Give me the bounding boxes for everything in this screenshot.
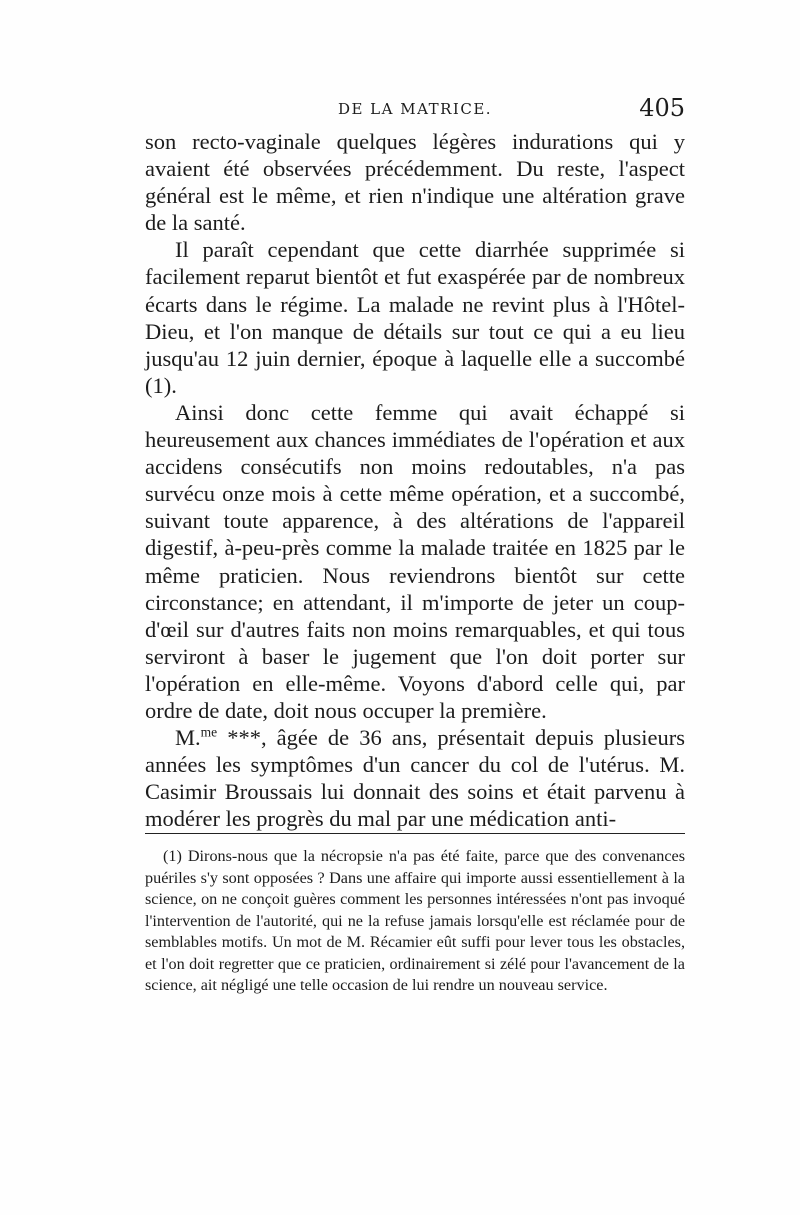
footnote-text: (1) Dirons-nous que la nécropsie n'a pas été faite, parce que des convenances puériles s'y sont opposées ? Dans une affaire qui importe aussi essentiellement à la science, on ne conçoit guères comment les personnes intéressées n'ont pas invoqué l'intervention de l'autorité, qui ne la refuse jamais lorsqu'elle est réclamée pour de semblables motifs. Un mot de M. Récamier eût suffi pour lever tous les obstacles, et l'on doit regretter que ce praticien, ordinairement si zélé pour l'avancement de la science, ait négligé une telle occasion de lui rendre un nouveau service. <box>145 847 685 994</box>
footnote <box>145 846 685 997</box>
page-number: 405 <box>639 94 685 122</box>
paragraph: Ainsi donc cette femme qui avait échappé si heureusement aux chances immédiates de l'opération et aux accidens consécutifs non moins redoutables, n'a pas survécu onze mois à cette même opération, et a succombé, suivant toute apparence, à des altérations de l'appareil digestif, à-peu-près comme la malade traitée en 1825 par le même praticien. Nous reviendrons bientôt sur cette circonstance; en attendant, il m'importe de jeter un coup-d'œil sur d'autres faits non moins remarquables, et qui tous serviront à baser le jugement que l'on doit porter sur l'opération en elle-même. Voyons d'abord celle qui, par ordre de date, doit nous occuper la première. <box>145 399 685 723</box>
footnote-rule <box>145 833 685 834</box>
honorific-superscript: me <box>200 724 218 740</box>
paragraph-text: ***, âgée de 36 ans, présentait depuis plusieurs années les symptômes d'un cancer du col de l'utérus. M. Casimir Broussais lui donnait des soins et était parvenu à modérer les progrès du mal par une médication anti- <box>145 725 685 832</box>
paragraph: Il paraît cependant que cette diarrhée supprimée si facilement reparut bientôt et fut exaspérée par de nombreux écarts dans le régime. La malade ne revint plus à l'Hôtel-Dieu, et l'on manque de détails sur tout ce qui a eu lieu jusqu'au 12 juin dernier, époque à laquelle elle a succombé (1). <box>145 237 685 398</box>
running-title: DE LA MATRICE. <box>337 100 493 118</box>
paragraph-continued: son recto-vaginale quelques légères indurations qui y avaient été observées précédemment. Du reste, l'aspect général est le même, et rien n'indique une altération grave de la santé. <box>145 129 685 236</box>
honorific: M. <box>175 725 201 751</box>
paragraph <box>145 724 685 832</box>
running-head <box>145 94 685 122</box>
body-text <box>145 128 685 832</box>
